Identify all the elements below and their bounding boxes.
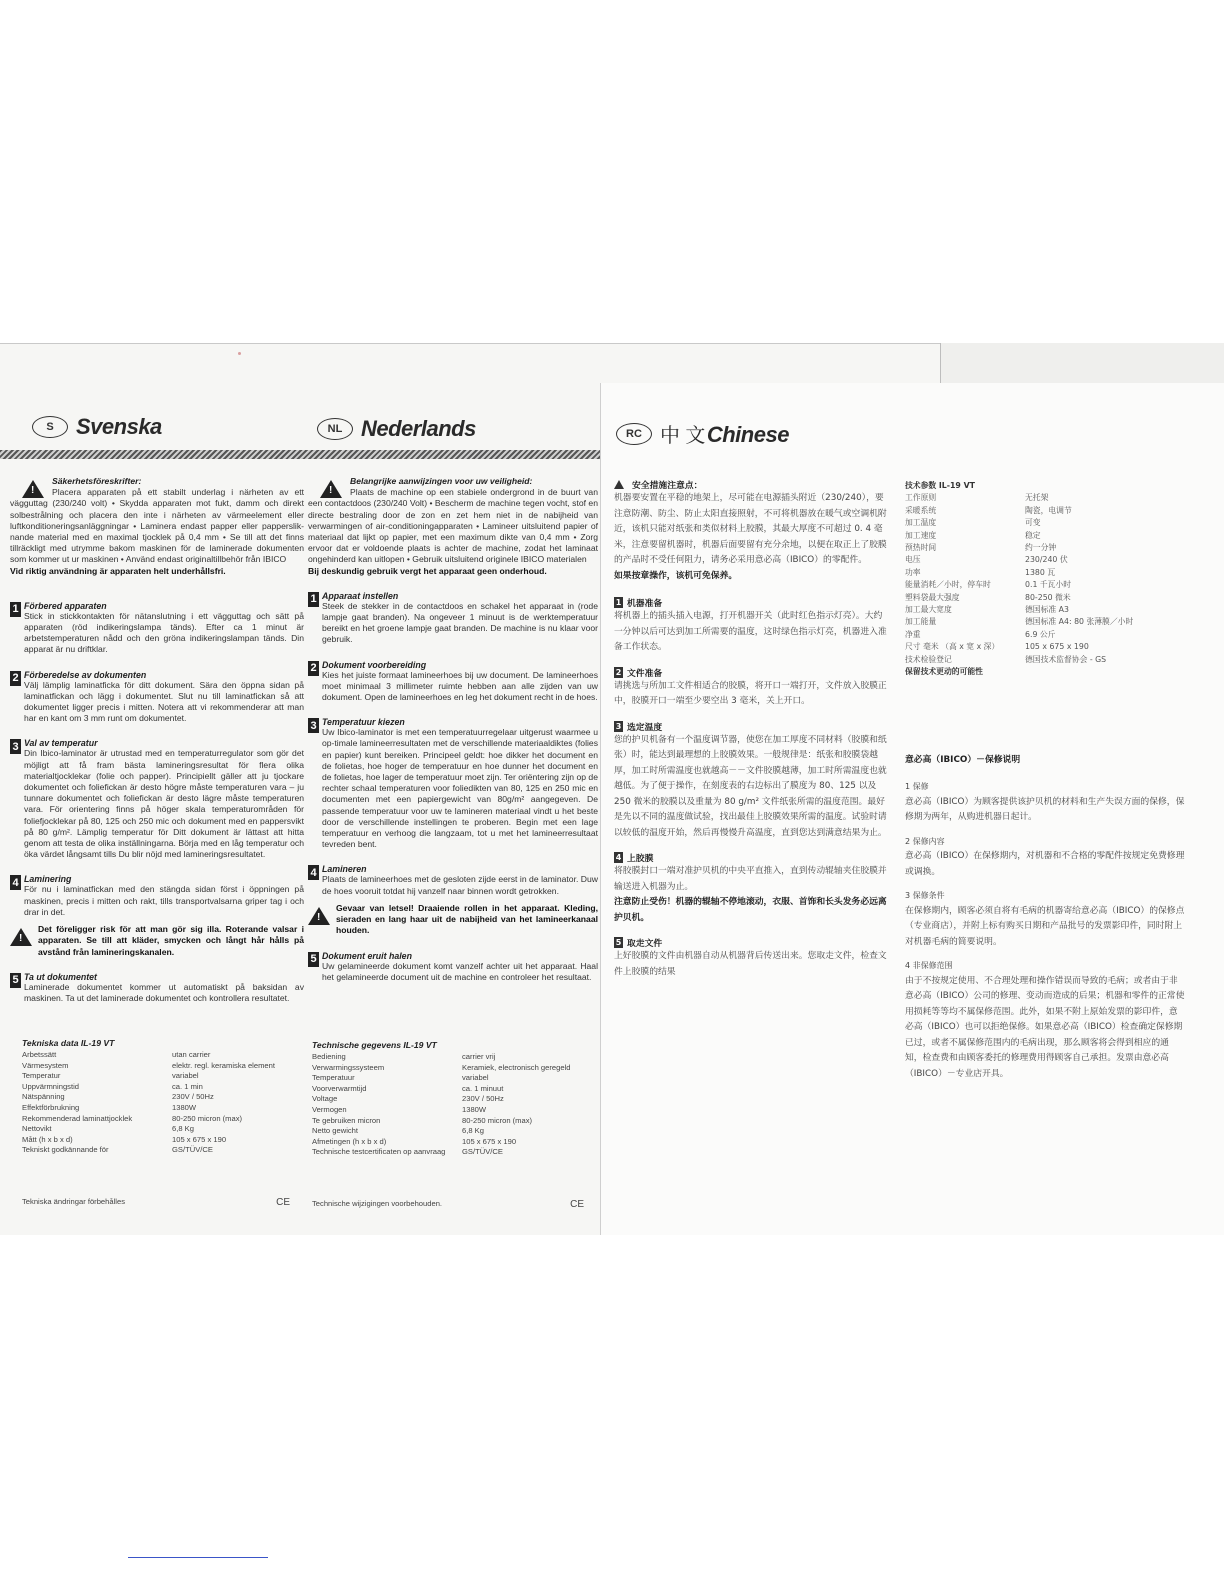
nederlands-step-5 [308,951,598,983]
spec-bold: 保留技术更动的可能性 [905,667,983,677]
step-text: Stick in stickkontakten för nätanslutning i ett vägguttag och sätt på apparaten (röd indikeringslampa tänds). Efter ca 1 minut är arbetstemperaturen nådd och den gröna indikeringslampan tänds. Din apparat är nu driftklar. [24,610,304,655]
nederlands-step-3 [308,717,598,850]
spec-title: Tekniska data IL-19 VT [22,1038,115,1048]
step-title: Apparaat instellen [322,590,399,601]
chinese-header [616,419,789,448]
spec-row: 功率 1380 瓦 [905,567,1056,577]
warranty-section-3 [905,888,1185,950]
nederlands-title: Nederlands [361,416,476,441]
nederlands-safety-bold: Bij deskundig gebruik vergt het apparaat geen onderhoud. [308,565,547,576]
spec-title: 技术参数 IL-19 VT [905,481,975,490]
spec-row: Nettovikt 6,8 Kg [22,1124,194,1134]
step-number: 2 [615,667,622,677]
step-text: Steek de stekker in de contactdoos en schakel het apparaat in (rode lampje gaat branden). Na ongeveer 1 minuut is de werktemperatuur bereikt en het groene lampje gaat branden. De machine is nu klaar voor gebruik. [322,600,598,645]
nederlands-step-4 [308,864,598,896]
warranty-section-title: 3 保修条件 [905,891,945,900]
step-title: 文件准备 [627,668,663,679]
nederlands-step-1 [308,591,598,646]
spec-row: Nätspänning 230V / 50Hz [22,1092,214,1102]
spec-row: Temperatur variabel [22,1071,199,1081]
step-number: 1 [308,592,319,607]
step-title: Ta ut dokumentet [24,971,97,982]
spec-row: Netto gewicht 6,8 Kg [312,1126,484,1136]
spec-row: 加工温度 可变 [905,518,1041,528]
chinese-step-2 [614,666,888,710]
spec-row: Rekommenderad laminattjocklek 80-250 micron (max) [22,1113,243,1123]
nederlands-safety-text: Plaats de machine op een stabiele ondergrond in de buurt van een contactdoos (230/240 Volt) • Bescherm de machine tegen vocht, stof en directe bestraling door de zon en zet hem niet in de nabijheid van verwarmingen of air-conditioningapparaten • Lamineer uitsluitend papier of materiaal dat lijkt op papier, met een maximum dikte van 0,4 mm • Zorg ervoor dat er voldoende plaats is achter de machine, zodat het laminaat ongehinderd kan uitlopen • Gebruik uitsluitend originele IBICO materialen Bij deskundig gebruik vergt het apparaat geen onderhoud. [308,487,598,576]
spec-row: Voorverwarmtijd ca. 1 minuut [312,1083,504,1093]
spec-row: 电压 230/240 伏 [905,555,1068,565]
step-number: 4 [10,875,21,890]
warning-icon [22,480,44,498]
step-title: Val av temperatur [24,738,98,749]
spec-row: 塑料袋最大强度 80-250 微米 [905,592,1071,602]
chinese-left-column [614,478,888,980]
svenska-header [32,414,162,440]
spec-row: Bediening carrier vrij [312,1052,496,1061]
step-text: 请挑选与所加工文件相适合的胶膜，将开口一端打开，文件放入胶膜正中，胶膜开口一端至少要空出 3 毫米，关上开口。 [614,680,887,706]
nederlands-warning [308,903,598,937]
step-title: Temperatuur kiezen [322,717,405,728]
step-text: 您的护贝机备有一个温度调节器，使您在加工厚度不同材料（胶膜和纸张）时，能达到最理想的上胶膜效果。一般规律是：纸张和胶膜袋越厚，加工时所需温度也就越高－－文件胶膜越薄，加工时所需温度也就越低。为了便于操作，在刻度表的右边标出了膜度为 80、125 以及 250 微米的胶膜以及重量为 80 g/m² 文件纸张所需的温度范围。最好是先以不同的温度做试验，找出最佳上胶膜效果所需的温度。试验时请以较低的温度开始，然后再慢慢升高温度，直到您达到满意结果为止。 [614,734,887,838]
warranty-section-1 [905,779,1185,826]
underline-mark [128,1557,268,1558]
spec-row: 能量消耗／小时，停车时 0.1 千瓦小时 [905,580,1072,590]
spec-row: 尺寸 毫米 （高 x 宽 x 深） 105 x 675 x 190 [905,642,1089,652]
step-text: 上好胶膜的文件由机器自动从机器背后传送出来。您取走文件，检查文件上胶膜的结果 [614,951,887,977]
step-title: 选定温度 [627,722,663,733]
step-text: Uw gelamineerde dokument komt vanzelf achter uit het apparaat. Haal het gelamineerde document uit de machine en controleer het resultaat. [322,960,598,982]
svenska-warning-text: Det föreligger risk för att man gör sig illa. Roterande valsar i apparaten. Se till att kläder, smycken och långt hår hålls på avstånd från lamineringskanalen. [38,924,304,957]
chinese-safety-text: 机器要安置在平稳的地架上，尽可能在电源插头附近（230/240），要注意防潮、防尘、防止太阳直接照射，不可将机器放在暖气或空调机附近，该机只能对纸张和类似材料上胶膜，其最大厚度不可超过 0. 4 毫米，注意要留机器时，机器后面要留有充分余地，以便在取正上了胶膜的产品时不受任何阻力，请务必采用意必高（IBICO）的零配件。 [614,493,887,565]
chinese-step-3 [614,720,888,842]
spec-row: 预热时间 约一分钟 [905,543,1057,553]
chinese-warning-text: 注意防止受伤！机器的辊轴不停地滚动，衣服、首饰和长头发务必远离护贝机。 [614,897,887,923]
warning-icon [320,480,342,498]
step-text: 将胶膜封口一端对准护贝机的中央平直推入，直到传动辊轴夹住胶膜并输送进入机器为止。 [614,866,887,892]
spec-row: Te gebruiken micron 80-250 micron (max) [312,1115,533,1125]
spec-row: Temperatuur variabel [312,1073,489,1083]
spec-row: Verwarmingssysteem Keramiek, electronisch geregeld [312,1062,571,1072]
footer-text: Tekniska ändringar förbehålles [22,1197,125,1206]
svenska-step-3 [10,738,304,860]
nederlands-specs [312,1040,592,1158]
svenska-column [10,476,304,1004]
warranty-section-4 [905,958,1185,1082]
spec-row: 采暖系统 陶瓷，电调节 [905,505,1072,515]
footer-text: Technische wijzigingen voorbehouden. [312,1199,443,1208]
spec-row: Technische testcertificaten op aanvraag GS/TÜV/CE [312,1147,503,1157]
spec-row: Uppvärmningstid ca. 1 min [22,1081,203,1091]
chinese-step-1 [614,596,888,656]
svenska-step-2 [10,670,304,725]
scan-speck [238,352,241,355]
step-number: 4 [308,865,319,880]
spec-row: Voltage 230V / 50Hz [312,1094,504,1104]
spec-row: 技术检验登记 德国技术监督协会 - GS [905,654,1107,664]
step-title: 上胶膜 [627,854,654,864]
nederlands-safety [308,476,598,577]
chinese-badge: RC [616,423,652,445]
step-title: Dokument eruit halen [322,950,412,961]
spec-row: 加工最大宽度 德国标准 A3 [905,605,1069,615]
step-text: Kies het juiste formaat lamineerhoes bij uw document. De lamineerhoes moet minimaal 3 millimeter ruimte hebben aan alle zijden van uw dokument. Open de lamineerhoes en leg het dokument recht in de hoes. [322,669,598,703]
step-number: 1 [615,598,622,607]
step-text: Uw Ibico-laminator is met een temperatuurregelaar uitgerust waarmee u op-timale lamineerresultaten met de verschillende materiaaldiktes (folies en papier) kunt bereiken. Principeel geldt: hoe dikker het document en de folietas, hoe hoger de temperatuur en hoe dunner het document en de folietas, hoe lager de temperatuur moet zijn. Ter oriëntering zijn op de rechter schaal temperaturen voor foliedikten van 80, 125 en 250 mic en documenten met een papiergewicht van 80g/m² aangegeven. De passende temperatuur voor uw te lamineren materiaal vindt u het beste door de verschillende instellingen te proberen. Begin met een lage temperatuur en verhoog die langzaam, tot u met het lamineerresultaat tevreden bent. [322,727,598,850]
spec-row: Arbetssätt utan carrier [22,1050,211,1059]
spec-row: Effektförbrukning 1380W [22,1102,197,1112]
step-number: 3 [10,739,21,754]
chinese-specs [905,480,1205,679]
spec-row: Värmesystem elektr. regl. keramiska element [22,1060,275,1070]
svenska-title: Svenska [76,414,162,439]
chinese-step-4 [614,851,888,926]
nederlands-step-2 [308,660,598,704]
spec-row: 加工能量 德国标准 A4: 80 张薄膜／小时 [905,617,1134,627]
header-stripe-left [0,450,600,459]
warning-icon [614,480,624,489]
spec-row: Tekniskt godkännande för GS/TÜV/CE [22,1145,213,1155]
step-title: Förberedelse av dokumenten [24,669,147,680]
step-text: Välj lämplig laminatficka för ditt dokument. Sära den öppna sidan på laminatfickan och lägg i dokumentet. Slut nu till laminatfickan så att dokumentet ligger precis i mitten. Notera att vi rekommenderar att man har en kant om 3 mm runt om dokumentet. [24,679,304,724]
warranty-section-title: 1 保修 [905,782,929,791]
ce-mark: CE [276,1197,290,1208]
svenska-safety-title: Säkerhetsföreskrifter: [52,476,142,486]
step-number: 2 [308,661,319,676]
warranty-section-text: 意必高（IBICO）为顾客提供该护贝机的材料和生产失误方面的保修，保修期为两年，从购进机器日起计。 [905,796,1185,822]
step-title: Laminering [24,874,72,885]
step-text: För nu i laminatfickan med den stängda sidan först i öppningen på maskinen, precis i mitten och rakt, tills transportvalsarna griper tag i och drar in det. [24,884,304,917]
nederlands-warning-text: Gevaar van letsel! Draaiende rollen in het apparaat. Kleding, sieraden en lang haar uit de nabijheid van het lamineerkanaal houden. [336,902,598,936]
nederlands-badge: NL [317,418,353,440]
spec-row: 净重 6.9 公斤 [905,629,1056,639]
warning-icon [308,907,330,925]
step-number: 4 [615,853,622,862]
svenska-footer [22,1197,290,1208]
svenska-step-1 [10,601,304,656]
step-title: 机器准备 [627,599,663,609]
warranty-section-title: 2 保修内容 [905,836,945,846]
step-number: 3 [615,721,622,731]
spec-row: Vermogen 1380W [312,1104,487,1114]
nederlands-safety-title: Belangrijke aanwijzingen voor uw veiligheid: [350,476,533,486]
step-text: Plaats de lamineerhoes met de gesloten zijde eerst in de laminator. Duw de hoes vooruit totdat hij vanzelf naar binnen wordt getrokken. [322,874,598,896]
ce-mark: CE [570,1199,584,1210]
svenska-step-5 [10,972,304,1004]
chinese-warranty [905,752,1185,1082]
spec-title: Technische gegevens IL-19 VT [312,1040,437,1050]
step-title: Dokument voorbereiding [322,659,427,670]
chinese-step-5 [614,936,888,980]
sheet-tab [940,343,1224,383]
svenska-safety [10,476,304,577]
step-number: 5 [10,973,21,988]
svenska-safety-bold: Vid riktig användning är apparaten helt underhållsfri. [10,565,226,576]
step-number: 2 [10,671,21,686]
spec-row: Afmetingen (h x b x d) 105 x 675 x 190 [312,1136,517,1146]
warranty-section-text: 在保修期内，顾客必须自将有毛病的机器寄给意必高（IBICO）的保修点（专业商店），并附上标有购买日期和产品批号的发票影印件，同时附上对机器毛病的简要说明。 [905,905,1185,947]
step-title: Lamineren [322,864,367,875]
svenska-step-4 [10,874,304,918]
warranty-section-title: 4 非保修范围 [905,961,953,970]
svenska-specs [22,1038,292,1156]
step-title: 取走文件 [627,939,663,949]
step-text: Din Ibico-laminator är utrustad med en temperaturregulator som gör det möjligt att få fram bästa lamineringsresultat för flera olika materialtjocklekar (folie och papper). Principiellt gäller att ju tjockare dokumentet och foliefickan är desto högre måste temperaturen vara – ju tunnare dokumentet och foliefickan är desto lägre måste temperaturen vara. För orientering finns på höger skala temperaturområden för foliefjocklekar på 80, 125 och 250 mic och dokument med en pappersvikt på 80 g/m². Lämplig temperatur för Ditt dokument är lättast att hitta genom att testa de olika inställningarna. Börja med en låg temperatur och öka värdet långsamt tills Du blir nöjd med lamineringsresultatet. [24,748,304,860]
chinese-safety-title: 安全措施注意点： [614,478,888,491]
step-number: 5 [308,952,319,967]
step-text: Laminerade dokumentet kommer ut automatiskt på baksidan av maskinen. Ta ut det laminerade dokumentet och kontrollera resultatet. [24,981,304,1003]
svenska-badge: S [32,416,68,438]
warning-icon [10,928,32,946]
warranty-section-2 [905,834,1185,881]
step-title: Förbered apparaten [24,600,107,611]
nederlands-footer [312,1199,584,1210]
warranty-section-text: 由于不按规定使用、不合理处理和操作错误而导致的毛病；或者由于非意必高（IBICO）公司的修理、变动而造成的后果；机器和零件的正常使用损耗等等均不属保修范围。此外，如果不附上原始发票的影印件，意必高（IBICO）也可以拒绝保修。如果意必高（IBICO）检查确定保修期已过，或者不属保修范围内的毛病出现，那么顾客将会得到相应的通知，检查费和由顾客委托的修理费用得顾客自己承担。发票由意必高（IBICO）－专业店开具。 [905,975,1185,1079]
step-text: 将机器上的插头插入电源，打开机器开关（此时红色指示灯亮）。大约一分钟以后可达到加工所需要的温度，这时绿色指示灯亮，机器进入准备工作状态。 [614,611,887,652]
step-number: 5 [615,938,622,947]
warranty-title: 意必高（IBICO）－保修说明 [905,755,1021,765]
step-number: 3 [308,718,319,733]
nederlands-header [317,416,476,442]
svenska-warning [10,924,304,958]
warranty-section-text: 意必高（IBICO）在保修期内，对机器和不合格的零配件按规定免费修理或调换。 [905,851,1185,877]
chinese-title: Chinese [706,422,789,447]
spec-row: 加工速度 稳定 [905,530,1041,540]
nederlands-column [308,476,598,983]
spec-row: 工作原则 无托架 [905,493,1049,503]
chinese-safety-bold: 如果按章操作，该机可免保养。 [614,570,738,581]
svenska-safety-text: Placera apparaten på ett stabilt underlag i närheten av ett vägguttag (230/240 volt) • Skydda apparaten mot fukt, damm och direkt solbestrålning och placera den inte i närheten av värmeelement eller luftkonditioneringsanläggningar • Laminera endast papper eller papperslik-nande material med en maximal tjocklek på 0,4 mm • Se till att det finns tillräckligt med utrymme bakom maskinen för de laminerade dokumenten som kommer ut ur maskinen • Använd endast originaltillbehör från IBICO Vid riktig användning är apparaten helt underhållsfri. [10,487,304,576]
spec-row: Mått (h x b x d) 105 x 675 x 190 [22,1134,227,1144]
step-number: 1 [10,602,21,617]
chinese-title-cjk: 中 文 [660,423,705,447]
